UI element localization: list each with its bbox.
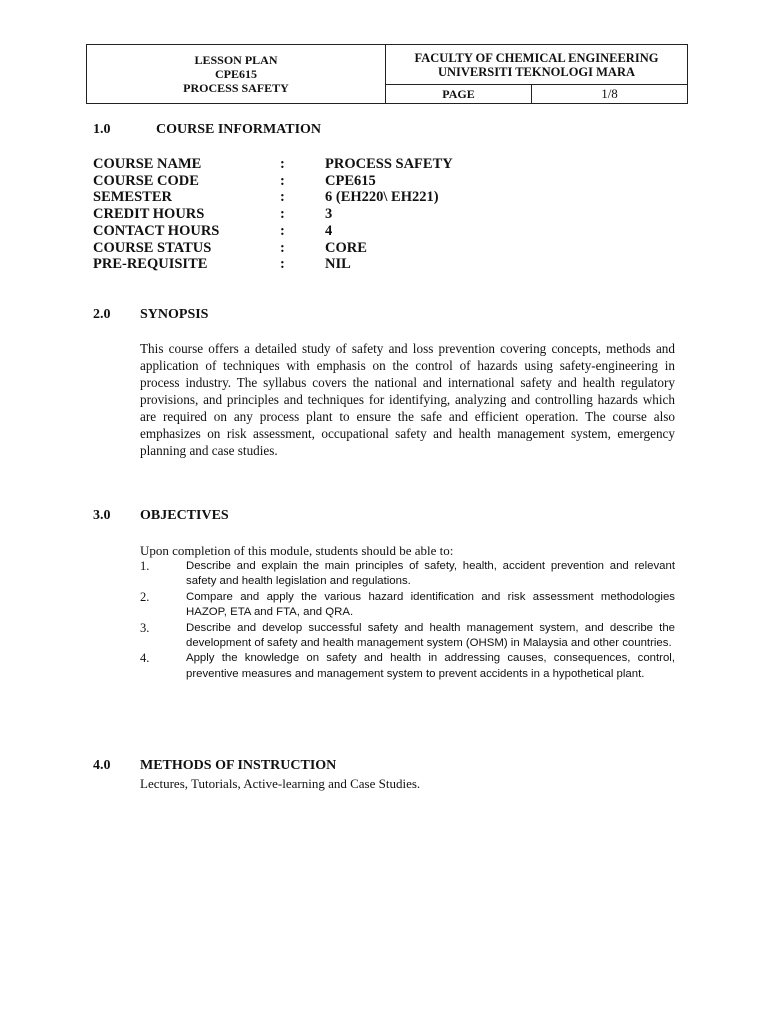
header-page-value: 1/8 [601, 86, 618, 101]
synopsis-paragraph: This course offers a detailed study of safety and loss prevention covering concepts, methods and application of techniques with emphasis on the control of hazards using safety-engineering in process industry. The syllabus covers the national and international safety and health regulatory provisions, and principles and techniques for identifying, analyzing and controlling hazards which are required on any process plant to ensure the safe and efficient operation. The course also emphasizes on risk assessment, occupational safety and health management system, emergency planning and case studies. [140, 341, 675, 458]
info-colon: : [280, 256, 285, 273]
objective-text: Describe and explain the main principles of safety, health, accident prevention and relevant safety and health legislation and regulations. [186, 560, 675, 588]
info-key: SEMESTER [93, 189, 172, 206]
header-left-line: LESSON PLAN [194, 53, 278, 67]
section-title: SYNOPSIS [140, 307, 209, 322]
section-heading-methods-of-instruction [93, 758, 336, 774]
section-number: 4.0 [93, 758, 111, 773]
section-heading-objectives [93, 508, 229, 524]
objective-text: Compare and apply the various hazard identification and risk assessment methodologies HAZOP, ETA and FTA, and QRA. [186, 590, 675, 619]
course-info-row [93, 223, 613, 240]
objective-text: Apply the knowledge on safety and health in addressing causes, consequences, control, preventive measures and management system to prevent accidents in a hypothetical plant. [186, 652, 675, 680]
header-lesson-plan-cell [87, 45, 386, 103]
course-info-row [93, 189, 613, 206]
info-value: PROCESS SAFETY [325, 156, 453, 172]
info-colon: : [280, 239, 285, 256]
info-colon: : [280, 172, 285, 189]
section-number: 2.0 [93, 307, 111, 322]
list-item [140, 651, 675, 682]
course-info-row [93, 156, 613, 173]
course-info-row [93, 256, 613, 273]
section-heading-course-information [93, 122, 321, 138]
objective-text: Describe and develop successful safety and health management system, and describe the development of safety and health management system (OHSM) in Malaysia and other countries. [186, 621, 675, 650]
info-colon: : [280, 206, 285, 223]
info-colon: : [280, 156, 285, 172]
info-value: NIL [325, 256, 351, 273]
objectives-list [140, 559, 675, 682]
info-key: COURSE STATUS [93, 239, 212, 256]
info-colon: : [280, 222, 285, 239]
info-value: 6 (EH220\ EH221) [325, 189, 439, 206]
section-heading-synopsis [93, 307, 208, 323]
info-value: 4 [325, 222, 333, 239]
objective-number: 2. [140, 589, 150, 604]
header-left-line: PROCESS SAFETY [183, 81, 289, 95]
info-colon: : [280, 189, 285, 206]
section-title: OBJECTIVES [140, 508, 229, 523]
header-right-line: UNIVERSITI TEKNOLOGI MARA [437, 64, 636, 79]
section-number: 1.0 [93, 122, 111, 137]
list-item [140, 621, 675, 652]
info-key: PRE-REQUISITE [93, 256, 208, 273]
list-item [140, 559, 675, 590]
info-key: CONTACT HOURS [93, 222, 220, 239]
methods-text: Lectures, Tutorials, Active-learning and Case Studies. [140, 776, 421, 791]
course-info-row [93, 240, 613, 257]
course-info-row [93, 206, 613, 223]
list-item [140, 590, 675, 621]
objective-number: 4. [140, 651, 150, 666]
objective-number: 3. [140, 620, 150, 635]
section-title: METHODS OF INSTRUCTION [140, 758, 337, 773]
section-title: COURSE INFORMATION [156, 122, 322, 137]
header-left-line: CPE615 [215, 67, 257, 81]
info-value: CORE [325, 239, 367, 256]
info-key: COURSE CODE [93, 172, 199, 189]
objectives-intro: Upon completion of this module, students should be able to: [140, 543, 454, 558]
header-faculty-cell [386, 45, 687, 85]
info-key: CREDIT HOURS [93, 206, 205, 223]
info-key: COURSE NAME [93, 156, 202, 172]
info-value: CPE615 [325, 172, 376, 189]
info-value: 3 [325, 206, 333, 223]
objective-number: 1. [140, 559, 150, 573]
course-info-row [93, 173, 613, 190]
course-info-table [93, 156, 613, 273]
header-table [86, 44, 688, 104]
header-page-label: PAGE [386, 85, 532, 103]
section-number: 3.0 [93, 508, 111, 523]
header-right-line: FACULTY OF CHEMICAL ENGINEERING [414, 50, 659, 65]
